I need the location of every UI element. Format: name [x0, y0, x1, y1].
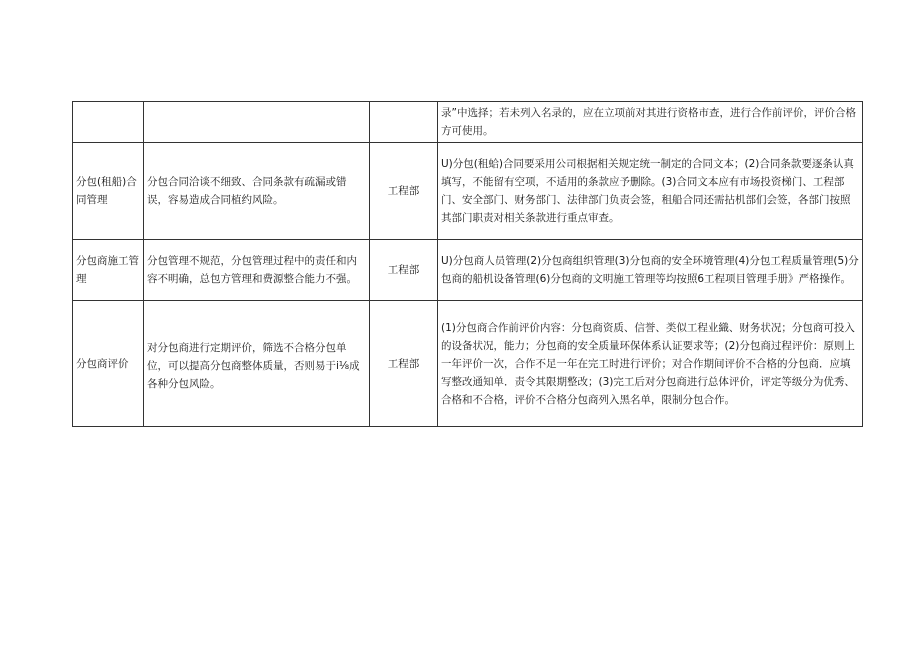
control-measure-cell: U)分包(租蛤)合同要采用公司根据相关规定统一制定的合同文本；(2)合同条款要逐条认真填写，不能留有空项，不适用的条款应予删除。(3)合同文本应有市场投资梯门、工程部门、安全部门、财务部门、法律部门负责会签，租船合同还需拈机部们会签，各部门按照其部门职责对相关条款进行重点审查。 [438, 143, 863, 240]
responsible-dept-cell: 工程部 [370, 301, 438, 427]
table-row [73, 301, 863, 427]
risk-item-cell [73, 102, 144, 143]
control-measure-cell: U)分包商人员管理(2)分包商组织管理(3)分包商的安全环境管理(4)分包工程质量管理(5)分包商的船机设备管理(6)分包商的文明施工管理等均按照6工程项目管理手册》严格操作。 [438, 240, 863, 301]
risk-item-cell: 分包商评价 [73, 301, 144, 427]
responsible-dept-cell: 工程部 [370, 240, 438, 301]
control-measure-cell: (1)分包商合作前评价内容：分包商资质、信誉、类似工程业織、财务状况；分包商可投入的设备状况，能力；分包商的安全质量环保体系认证要求等；(2)分包商过程评价：原则上一年评价一次，合作不足一年在完工时进行评价；对合作期间评价不合格的分包商．应填写整改通知单．责令其限期整改；(3)完工后对分包商进行总体评价，评定等级分为优秀、合格和不合格，评价不合格分包商列入黑名单，限制分包合作。 [438, 301, 863, 427]
risk-description-cell: 分包管理不规范，分包管理过程中的责任和内容不明确，总包方管理和费源整合能力不强。 [144, 240, 370, 301]
risk-item-cell: 分包商施工管理 [73, 240, 144, 301]
table-row [73, 102, 863, 143]
risk-description-cell: 对分包商进行定期评价，筛选不合格分包单位，可以提高分包商整体质量，否则易于i⅛成各种分包风险。 [144, 301, 370, 427]
responsible-dept-cell: 工程部 [370, 143, 438, 240]
control-measure-cell: 录”中选择；若未列入名录的，应在立项前对其进行资格市查，进行合作前评价，评价合格方可使用。 [438, 102, 863, 143]
risk-description-cell [144, 102, 370, 143]
table-row [73, 143, 863, 240]
responsible-dept-cell [370, 102, 438, 143]
risk-item-cell: 分包(租船)合同管理 [73, 143, 144, 240]
table-row [73, 240, 863, 301]
risk-control-table [72, 101, 863, 427]
risk-description-cell: 分包合同洽谈不细致、合同条款有疏漏或错误，容易造成合同植约风险。 [144, 143, 370, 240]
